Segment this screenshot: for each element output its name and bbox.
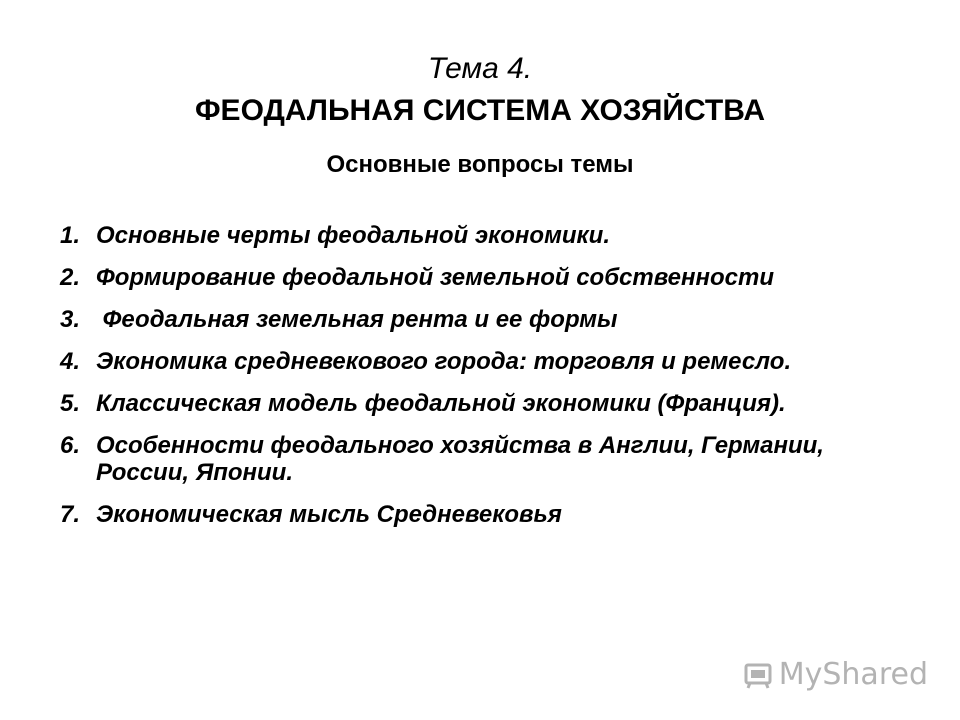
subtitle: Основные вопросы темы [326,151,634,178]
topic-text: Экономическая мысль Средневековья [96,501,562,528]
topic-text: Классическая модель феодальной экономики (Франция). [96,390,786,417]
topic-text: Основные черты феодальной экономики. [96,222,610,249]
topic-number: 4. [60,348,81,375]
title-topic-name: ФЕОДАЛЬНАЯ СИСТЕМА ХОЗЯЙСТВА [194,94,766,127]
topic-number: 2. [60,264,81,291]
topic-item [60,306,920,333]
topic-text: Феодальная земельная рента и ее формы [96,306,618,333]
watermark-logo[interactable] [743,657,928,692]
topic-item [60,390,920,417]
topic-number: 1. [60,222,81,249]
topic-number: 3. [60,306,81,333]
topic-list [60,222,920,543]
topic-text: Экономика средневекового города: торговля и ремесло. [96,348,792,375]
topic-text: Особенности феодального хозяйства в Англии, Германии, России, Японии. [96,432,824,486]
topic-number: 7. [60,501,81,528]
topic-item [60,222,920,249]
topic-item [60,348,920,375]
title-topic-number: Тема 4. [427,52,533,85]
topic-number: 5. [60,390,81,417]
topic-item [60,501,920,528]
topic-item [60,432,920,486]
topic-text: Формирование феодальной земельной собственности [96,264,774,291]
watermark-text: MyShared [778,657,928,692]
topic-item [60,264,920,291]
mytable-icon [743,660,773,690]
topic-number: 6. [60,432,81,459]
slide-title [0,48,960,132]
